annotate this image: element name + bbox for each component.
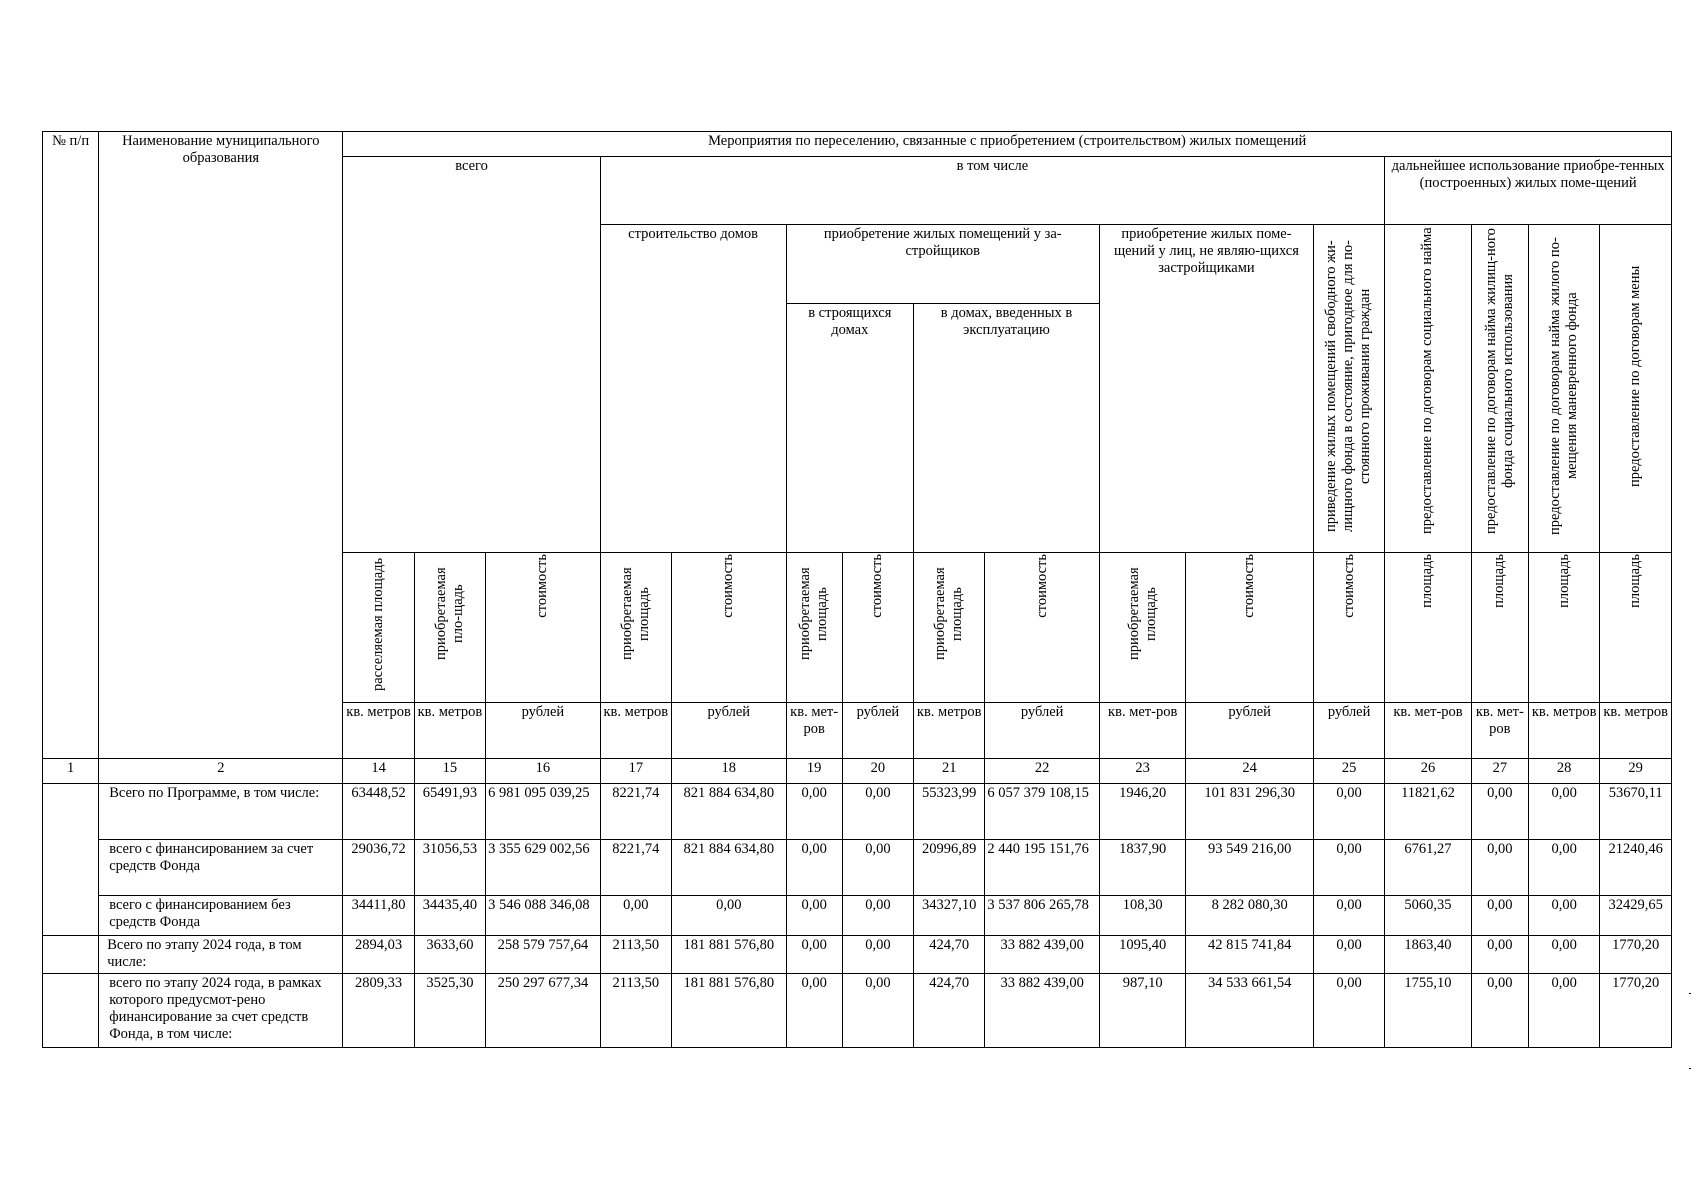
header-maneuver-rent-text: предоставление по договорам найма жилого по-мещения маневренного фонда bbox=[1547, 237, 1581, 535]
row-value: 0,00 bbox=[600, 896, 671, 936]
row-value: 93 549 216,00 bbox=[1186, 840, 1314, 896]
row-value: 3 355 629 002,56 bbox=[486, 840, 601, 896]
row-value: 34435,40 bbox=[414, 896, 485, 936]
row-value: 0,00 bbox=[1471, 896, 1528, 936]
header-non-developers: приобретение жилых поме-щений у лиц, не являю-щихся застройщиками bbox=[1099, 225, 1313, 553]
row-value: 3525,30 bbox=[414, 974, 485, 1048]
row-num bbox=[43, 974, 99, 1048]
row-value: 65491,93 bbox=[414, 784, 485, 840]
row-value: 181 881 576,80 bbox=[671, 936, 786, 974]
row-value: 108,30 bbox=[1099, 896, 1185, 936]
column-number: 24 bbox=[1186, 759, 1314, 784]
row-value: 1095,40 bbox=[1099, 936, 1185, 974]
subheader-acquired-area-in-construction: приобретаемая площадь bbox=[786, 553, 842, 703]
subheader-cost-in-construction: стоимость bbox=[842, 553, 913, 703]
header-exchange-text: предоставление по договорам мены bbox=[1627, 265, 1644, 487]
row-value: 0,00 bbox=[671, 896, 786, 936]
resettlement-table bbox=[42, 131, 1672, 1048]
row-value: 0,00 bbox=[1313, 784, 1384, 840]
header-resettlement-measures: Мероприятия по переселению, связанные с приобретением (строительством) жилых помещений bbox=[343, 132, 1672, 157]
row-value: 0,00 bbox=[786, 784, 842, 840]
unit-cell: рублей bbox=[1313, 703, 1384, 759]
row-value: 0,00 bbox=[1529, 936, 1600, 974]
column-number: 2 bbox=[99, 759, 343, 784]
row-value: 2113,50 bbox=[600, 936, 671, 974]
row-value: 63448,52 bbox=[343, 784, 414, 840]
row-num bbox=[43, 784, 99, 936]
column-number: 17 bbox=[600, 759, 671, 784]
row-value: 0,00 bbox=[1529, 974, 1600, 1048]
header-exchange bbox=[1600, 225, 1672, 553]
row-value: 821 884 634,80 bbox=[671, 784, 786, 840]
row-value: 0,00 bbox=[1313, 896, 1384, 936]
row-value: 2113,50 bbox=[600, 974, 671, 1048]
row-value: 8221,74 bbox=[600, 784, 671, 840]
row-value: 0,00 bbox=[842, 896, 913, 936]
header-social-use-rent bbox=[1471, 225, 1528, 553]
row-value: 0,00 bbox=[1529, 896, 1600, 936]
row-value: 33 882 439,00 bbox=[985, 936, 1100, 974]
unit-cell: кв. мет-ров bbox=[1385, 703, 1471, 759]
unit-cell: рублей bbox=[671, 703, 786, 759]
unit-cell: кв. метров bbox=[1600, 703, 1672, 759]
column-number: 23 bbox=[1099, 759, 1185, 784]
row-value: 0,00 bbox=[842, 840, 913, 896]
row-name: всего по этапу 2024 года, в рамках которого предусмот-рено финансирование за счет средств Фонда, в том числе: bbox=[99, 974, 343, 1048]
row-value: 424,70 bbox=[914, 974, 985, 1048]
row-value: 258 579 757,64 bbox=[486, 936, 601, 974]
subheader-settled-area: расселяемая площадь bbox=[343, 553, 414, 703]
table-row bbox=[43, 840, 1672, 896]
unit-cell: рублей bbox=[842, 703, 913, 759]
row-value: 3633,60 bbox=[414, 936, 485, 974]
column-number: 1 bbox=[43, 759, 99, 784]
subheader-cost-bringing: стоимость bbox=[1313, 553, 1384, 703]
row-value: 0,00 bbox=[786, 936, 842, 974]
row-value: 3 537 806 265,78 bbox=[985, 896, 1100, 936]
row-value: 0,00 bbox=[1313, 936, 1384, 974]
row-value: 42 815 741,84 bbox=[1186, 936, 1314, 974]
margin-mark bbox=[1689, 1068, 1691, 1069]
column-number: 15 bbox=[414, 759, 485, 784]
row-value: 34411,80 bbox=[343, 896, 414, 936]
row-value: 0,00 bbox=[1313, 974, 1384, 1048]
column-number: 25 bbox=[1313, 759, 1384, 784]
subheader-acquired-area-construction: приобретаемая площадь bbox=[600, 553, 671, 703]
row-value: 6 981 095 039,25 bbox=[486, 784, 601, 840]
row-value: 0,00 bbox=[842, 936, 913, 974]
subheader-area-social-use-rent: площадь bbox=[1471, 553, 1528, 703]
header-municipality: Наименование муниципального образования bbox=[99, 132, 343, 759]
row-value: 0,00 bbox=[842, 974, 913, 1048]
unit-cell: кв. метров bbox=[600, 703, 671, 759]
row-value: 2894,03 bbox=[343, 936, 414, 974]
unit-cell: кв. метров bbox=[343, 703, 414, 759]
table-row bbox=[43, 784, 1672, 840]
column-numbers-row bbox=[43, 759, 1672, 784]
row-name: всего с финансированием без средств Фонда bbox=[99, 896, 343, 936]
unit-cell: кв. метров bbox=[914, 703, 985, 759]
row-value: 0,00 bbox=[1313, 840, 1384, 896]
table-row bbox=[43, 974, 1672, 1048]
row-num bbox=[43, 936, 99, 974]
column-number: 28 bbox=[1529, 759, 1600, 784]
unit-cell: кв. метров bbox=[414, 703, 485, 759]
header-further-use: дальнейшее использование приобре-тенных (построенных) жилых поме-щений bbox=[1385, 157, 1672, 225]
row-value: 34327,10 bbox=[914, 896, 985, 936]
row-value: 250 297 677,34 bbox=[486, 974, 601, 1048]
header-in-operation: в домах, введенных в эксплуатацию bbox=[914, 303, 1100, 552]
subheader-area-maneuver-rent: площадь bbox=[1529, 553, 1600, 703]
row-value: 0,00 bbox=[1529, 784, 1600, 840]
row-value: 2809,33 bbox=[343, 974, 414, 1048]
header-in-construction: в строящихся домах bbox=[786, 303, 914, 552]
row-value: 5060,35 bbox=[1385, 896, 1471, 936]
row-value: 1837,90 bbox=[1099, 840, 1185, 896]
row-value: 181 881 576,80 bbox=[671, 974, 786, 1048]
header-social-rent-text: предоставление по договорам социального найма bbox=[1419, 227, 1436, 535]
row-name: Всего по Программе, в том числе: bbox=[99, 784, 343, 840]
subheader-area-exchange: площадь bbox=[1600, 553, 1672, 703]
row-value: 11821,62 bbox=[1385, 784, 1471, 840]
row-value: 32429,65 bbox=[1600, 896, 1672, 936]
row-value: 0,00 bbox=[786, 896, 842, 936]
row-value: 3 546 088 346,08 bbox=[486, 896, 601, 936]
row-value: 55323,99 bbox=[914, 784, 985, 840]
subheader-acquired-area-non-developers: приобретаемая площадь bbox=[1099, 553, 1185, 703]
row-value: 6 057 379 108,15 bbox=[985, 784, 1100, 840]
header-from-developers: приобретение жилых помещений у за-стройщиков bbox=[786, 225, 1099, 304]
header-including: в том числе bbox=[600, 157, 1385, 225]
table-row bbox=[43, 936, 1672, 974]
column-number: 20 bbox=[842, 759, 913, 784]
row-value: 0,00 bbox=[1471, 974, 1528, 1048]
row-value: 29036,72 bbox=[343, 840, 414, 896]
subheader-cost-in-operation: стоимость bbox=[985, 553, 1100, 703]
unit-cell: кв. метров bbox=[1529, 703, 1600, 759]
column-number: 16 bbox=[486, 759, 601, 784]
column-number: 14 bbox=[343, 759, 414, 784]
header-bringing bbox=[1313, 225, 1384, 553]
header-total: всего bbox=[343, 157, 600, 553]
margin-mark bbox=[1689, 993, 1691, 994]
subheader-cost-total: стоимость bbox=[486, 553, 601, 703]
row-name: всего с финансированием за счет средств Фонда bbox=[99, 840, 343, 896]
column-number: 22 bbox=[985, 759, 1100, 784]
row-value: 0,00 bbox=[1471, 840, 1528, 896]
row-value: 0,00 bbox=[1471, 784, 1528, 840]
row-value: 8221,74 bbox=[600, 840, 671, 896]
subheader-cost-non-developers: стоимость bbox=[1186, 553, 1314, 703]
header-construction: строительство домов bbox=[600, 225, 786, 553]
row-value: 21240,46 bbox=[1600, 840, 1672, 896]
header-num: № п/п bbox=[43, 132, 99, 759]
column-number: 27 bbox=[1471, 759, 1528, 784]
row-value: 6761,27 bbox=[1385, 840, 1471, 896]
row-value: 0,00 bbox=[786, 974, 842, 1048]
subheader-acquired-area-in-operation: приобретаемая площадь bbox=[914, 553, 985, 703]
unit-cell: кв. мет-ров bbox=[786, 703, 842, 759]
header-social-rent bbox=[1385, 225, 1471, 553]
row-value: 33 882 439,00 bbox=[985, 974, 1100, 1048]
row-value: 1770,20 bbox=[1600, 974, 1672, 1048]
row-value: 101 831 296,30 bbox=[1186, 784, 1314, 840]
row-value: 821 884 634,80 bbox=[671, 840, 786, 896]
unit-cell: кв. мет-ров bbox=[1099, 703, 1185, 759]
row-value: 34 533 661,54 bbox=[1186, 974, 1314, 1048]
row-value: 1755,10 bbox=[1385, 974, 1471, 1048]
subheader-cost-construction: стоимость bbox=[671, 553, 786, 703]
unit-cell: рублей bbox=[1186, 703, 1314, 759]
column-number: 29 bbox=[1600, 759, 1672, 784]
row-value: 0,00 bbox=[786, 840, 842, 896]
subheader-acquired-area-total: приобретаемая пло-щадь bbox=[414, 553, 485, 703]
row-value: 20996,89 bbox=[914, 840, 985, 896]
row-value: 1863,40 bbox=[1385, 936, 1471, 974]
row-value: 987,10 bbox=[1099, 974, 1185, 1048]
unit-cell: кв. мет-ров bbox=[1471, 703, 1528, 759]
header-social-use-rent-text: предоставление по договорам найма жилищ-ного фонда социального использования bbox=[1482, 228, 1516, 534]
row-value: 424,70 bbox=[914, 936, 985, 974]
row-name: Всего по этапу 2024 года, в том числе: bbox=[99, 936, 343, 974]
row-value: 53670,11 bbox=[1600, 784, 1672, 840]
column-number: 18 bbox=[671, 759, 786, 784]
row-value: 8 282 080,30 bbox=[1186, 896, 1314, 936]
header-bringing-text: приведение жилых помещений свободного жи-лищного фонда в состояние, пригодное для по-стоянного проживания граждан bbox=[1323, 240, 1374, 532]
header-maneuver-rent bbox=[1529, 225, 1600, 553]
row-value: 1770,20 bbox=[1600, 936, 1672, 974]
table-row bbox=[43, 896, 1672, 936]
subheader-area-social-rent: площадь bbox=[1385, 553, 1471, 703]
row-value: 1946,20 bbox=[1099, 784, 1185, 840]
row-value: 2 440 195 151,76 bbox=[985, 840, 1100, 896]
row-value: 0,00 bbox=[1471, 936, 1528, 974]
unit-cell: рублей bbox=[985, 703, 1100, 759]
row-value: 0,00 bbox=[1529, 840, 1600, 896]
row-value: 31056,53 bbox=[414, 840, 485, 896]
column-number: 19 bbox=[786, 759, 842, 784]
row-value: 0,00 bbox=[842, 784, 913, 840]
unit-cell: рублей bbox=[486, 703, 601, 759]
column-number: 21 bbox=[914, 759, 985, 784]
column-number: 26 bbox=[1385, 759, 1471, 784]
